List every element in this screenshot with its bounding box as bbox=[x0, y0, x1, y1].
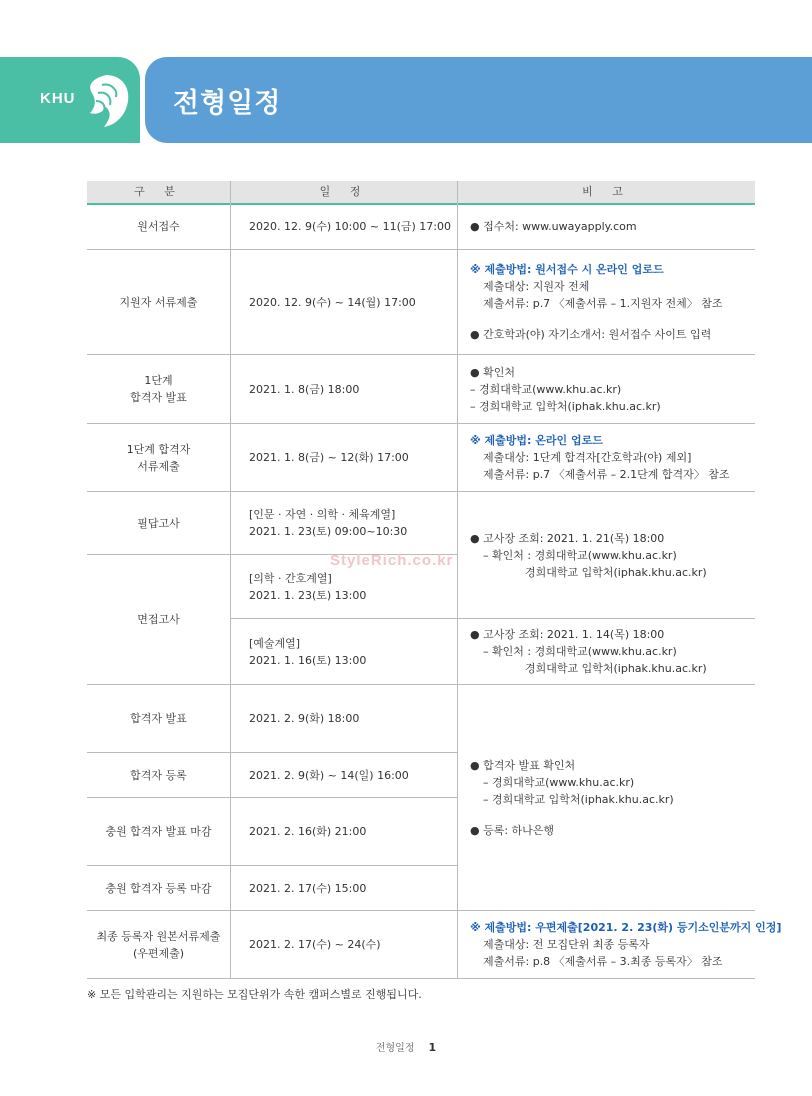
header-schedule: 일 정 bbox=[231, 181, 457, 203]
note-line: 경희대학교 입학처(iphak.khu.ac.kr) bbox=[525, 662, 707, 675]
date-line: 2021. 1. 23(토) 09:00~10:30 bbox=[249, 525, 408, 538]
date-register: 2021. 2. 9(화) ~ 14(일) 16:00 bbox=[249, 768, 409, 782]
date-line: 2021. 1. 23(토) 13:00 bbox=[249, 588, 367, 602]
category-stage1 bbox=[87, 355, 230, 423]
note-line: 제출대상: 지원자 전체 bbox=[483, 280, 590, 293]
category-written: 필답고사 bbox=[137, 516, 180, 530]
note-stage1-docs bbox=[470, 424, 755, 491]
date-line: [예술계열] bbox=[249, 636, 301, 650]
date-final: 2021. 2. 17(수) ~ 24(수) bbox=[249, 938, 381, 951]
category-stage1-docs bbox=[87, 424, 230, 491]
logo-banner bbox=[0, 57, 140, 143]
category-line: 합격자 발표 bbox=[130, 391, 187, 404]
note-documents bbox=[470, 250, 755, 354]
header-category: 구 분 bbox=[87, 181, 230, 203]
footnote: ※ 모든 입학관리는 지원하는 모집단위가 속한 캠퍼스별로 진행됩니다. bbox=[87, 988, 422, 1001]
note-line: 제출대상: 1단계 합격자[간호학과(야) 제외] bbox=[483, 451, 692, 464]
watermark: StyleRich.co.kr bbox=[330, 552, 454, 569]
logo-text: KHU bbox=[40, 90, 76, 107]
note-line: – 경희대학교 입학처(iphak.khu.ac.kr) bbox=[470, 399, 661, 413]
note-line: ※ 제출방법: 온라인 업로드 bbox=[470, 434, 603, 447]
category-line: 서류제출 bbox=[137, 459, 180, 473]
date-line: 2021. 1. 16(토) 13:00 bbox=[249, 653, 367, 667]
note-line: ● 합격자 발표 확인처 bbox=[470, 758, 576, 772]
note-line: 제출대상: 전 모집단위 최종 등록자 bbox=[483, 938, 650, 951]
category-final bbox=[87, 911, 230, 978]
note-line: ● 고사장 조회: 2021. 1. 14(목) 18:00 bbox=[470, 628, 665, 641]
note-line: 제출서류: p.7 〈제출서류 – 1.지원자 전체〉 참조 bbox=[483, 297, 723, 310]
note-line: ※ 제출방법: 원서접수 시 온라인 업로드 bbox=[470, 263, 664, 276]
note-line: 제출서류: p.8 〈제출서류 – 3.최종 등록자〉 참조 bbox=[483, 955, 723, 968]
note-line: ● 등록: 하나은행 bbox=[470, 823, 555, 837]
date-written bbox=[249, 492, 454, 554]
note-interview bbox=[470, 619, 755, 684]
date-waitlist-register: 2021. 2. 17(수) 15:00 bbox=[249, 881, 367, 895]
date-waitlist-announce: 2021. 2. 16(화) 21:00 bbox=[249, 825, 367, 838]
note-line: ● 고사장 조회: 2021. 1. 21(목) 18:00 bbox=[470, 531, 665, 545]
date-interview-arts bbox=[249, 619, 454, 684]
note-line: 제출서류: p.7 〈제출서류 – 2.1단계 합격자〉 참조 bbox=[483, 468, 730, 481]
category-announce: 합격자 발표 bbox=[130, 712, 187, 725]
date-line: [인문 · 자연 · 의학 · 체육계열] bbox=[249, 508, 396, 521]
page-label: 전형일정 bbox=[375, 1043, 415, 1054]
table-bottom-border bbox=[87, 978, 755, 979]
note-stage1 bbox=[470, 355, 755, 423]
page-footer bbox=[0, 1039, 812, 1054]
page-title: 전형일정 bbox=[173, 88, 282, 119]
category-interview: 면접고사 bbox=[137, 613, 180, 626]
date-documents: 2020. 12. 9(수) ~ 14(월) 17:00 bbox=[249, 295, 416, 309]
note-line: ※ 제출방법: 우편제출[2021. 2. 23(화) 등기소인분까지 인정] bbox=[470, 921, 782, 934]
category-register: 합격자 등록 bbox=[130, 768, 187, 782]
category-line: 1단계 합격자 bbox=[126, 442, 191, 456]
lion-emblem-icon bbox=[80, 71, 132, 129]
column-divider bbox=[457, 181, 458, 978]
note-final bbox=[470, 911, 782, 978]
category-documents: 지원자 서류제출 bbox=[119, 295, 198, 309]
category-application: 원서접수 bbox=[137, 220, 180, 233]
date-application: 2020. 12. 9(수) 10:00 ~ 11(금) 17:00 bbox=[249, 220, 451, 233]
note-line: – 경희대학교 입학처(iphak.khu.ac.kr) bbox=[483, 792, 674, 806]
note-application bbox=[470, 204, 755, 249]
category-line: 최종 등록자 원본서류제출 bbox=[96, 929, 221, 943]
note-line: ● 확인처 bbox=[470, 365, 515, 379]
category-waitlist-register: 충원 합격자 등록 마감 bbox=[105, 881, 212, 895]
category-waitlist-announce: 충원 합격자 발표 마감 bbox=[105, 825, 212, 838]
note-line: ● 접수처: www.uwayapply.com bbox=[470, 220, 637, 233]
note-results bbox=[470, 685, 755, 910]
date-announce: 2021. 2. 9(화) 18:00 bbox=[249, 712, 360, 725]
column-divider bbox=[230, 181, 231, 978]
category-line: 1단계 bbox=[144, 374, 173, 387]
note-line: – 확인처 : 경희대학교(www.khu.ac.kr) bbox=[483, 548, 677, 562]
category-line: (우편제출) bbox=[132, 946, 185, 960]
note-written bbox=[470, 492, 755, 618]
date-line: [의학 · 간호계열] bbox=[249, 571, 332, 585]
date-stage1-docs: 2021. 1. 8(금) ~ 12(화) 17:00 bbox=[249, 451, 409, 464]
page-number: 1 bbox=[428, 1041, 437, 1054]
note-line: ● 간호학과(야) 자기소개서: 원서접수 사이트 입력 bbox=[470, 328, 712, 341]
title-banner bbox=[145, 57, 812, 143]
note-line: – 확인처 : 경희대학교(www.khu.ac.kr) bbox=[483, 645, 677, 658]
note-line: – 경희대학교(www.khu.ac.kr) bbox=[470, 382, 622, 396]
note-line: – 경희대학교(www.khu.ac.kr) bbox=[483, 775, 635, 789]
note-line: 경희대학교 입학처(iphak.khu.ac.kr) bbox=[525, 565, 707, 579]
date-stage1: 2021. 1. 8(금) 18:00 bbox=[249, 382, 360, 396]
header-remarks: 비 고 bbox=[458, 181, 755, 203]
